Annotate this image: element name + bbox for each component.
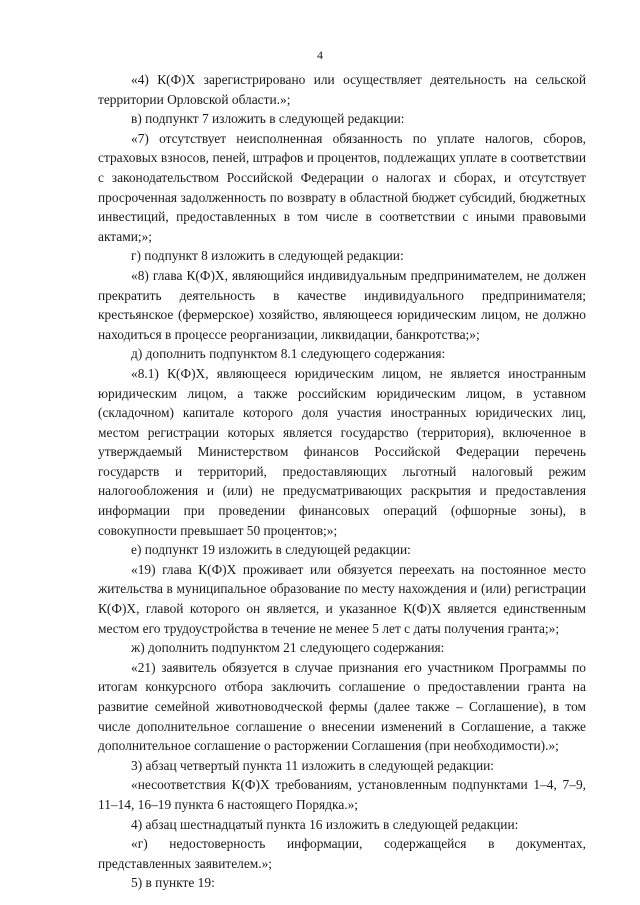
paragraph-subitem-19-text: «19) глава К(Ф)Х проживает или обязуется переехать на постоянное место жительства в муниципальное образование по месту нахождения и (или) регистрации К(Ф)Х, главой которого он является, и указанное К(Ф)Х является единственным местом его трудоустройства в течение не менее 5 лет с даты получения гранта;»; bbox=[98, 561, 586, 636]
paragraph-item-19-intro: 5) в пункте 19: bbox=[131, 875, 215, 891]
page-number: 4 bbox=[317, 48, 323, 62]
paragraph-item-16-text: «г) недостоверность информации, содержащейся в документах, представленных заявителем.»; bbox=[98, 836, 586, 871]
paragraph-amend-subitem-8: г) подпункт 8 изложить в следующей редакции: bbox=[131, 248, 404, 264]
paragraph-amend-item-16: 4) абзац шестнадцатый пункта 16 изложить в следующей редакции: bbox=[131, 816, 519, 832]
paragraph-subitem-21-text: «21) заявитель обязуется в случае признания его участником Программы по итогам конкурсного отбора заключить соглашение о предоставлении гранта на развитие семейной животноводческой фермы (далее также – Соглашение), в том числе дополнительное соглашение о внесении изменений в Соглашение, а также дополнительное соглашение о расторжении Соглашения (при необходимости).»; bbox=[98, 659, 586, 754]
paragraph-add-subitem-8-1: д) дополнить подпунктом 8.1 следующего содержания: bbox=[131, 346, 446, 362]
paragraph-item-11-text: «несоответствия К(Ф)Х требованиям, установленным подпунктами 1–4, 7–9, 11–14, 16–19 пункта 6 настоящего Порядка.»; bbox=[98, 777, 586, 812]
paragraph-subitem-7-text: «7) отсутствует неисполненная обязанность по уплате налогов, сборов, страховых взносов, пеней, штрафов и процентов, подлежащих уплате в соответствии с законодательством Российской Федерации о налогах и сборах, и отсутствует просроченная задолженность по возврату в областной бюджет субсидий, бюджетных инвестиций, предоставленных в том числе в соответствии с иными правовыми актами;»; bbox=[98, 130, 586, 244]
paragraph-amend-subitem-19: е) подпункт 19 изложить в следующей редакции: bbox=[131, 542, 411, 558]
paragraph-subitem-4-text: «4) К(Ф)Х зарегистрировано или осуществляет деятельность на сельской территории Орловской области.»; bbox=[98, 72, 586, 107]
document-body bbox=[98, 70, 586, 893]
paragraph-amend-item-11: 3) абзац четвертый пункта 11 изложить в следующей редакции: bbox=[131, 757, 495, 773]
paragraph-amend-subitem-7: в) подпункт 7 изложить в следующей редакции: bbox=[131, 111, 405, 127]
paragraph-add-subitem-21: ж) дополнить подпунктом 21 следующего содержания: bbox=[131, 640, 445, 656]
paragraph-subitem-8-text: «8) глава К(Ф)Х, являющийся индивидуальным предпринимателем, не должен прекратить деятельность в качестве индивидуального предпринимателя; крестьянское (фермерское) хозяйство, являющееся юридическим лицом, не должно находиться в процессе реорганизации, ликвидации, банкротства;»; bbox=[98, 267, 586, 342]
paragraph-subitem-8-1-text: «8.1) К(Ф)Х, являющееся юридическим лицом, не является иностранным юридическим лицом, а также российским юридическим лицом, в уставном (складочном) капитале которого доля участия иностранных юридических лиц, местом регистрации которых является государство (территория), включенное в утверждаемый Министерством финансов Российской Федерации перечень государств и территорий, предоставляющих льготный налоговый режим налогообложения и (или) не предусматривающих раскрытия и предоставления информации при проведении финансовых операций (офшорные зоны), в совокупности превышает 50 процентов;»; bbox=[98, 365, 586, 538]
